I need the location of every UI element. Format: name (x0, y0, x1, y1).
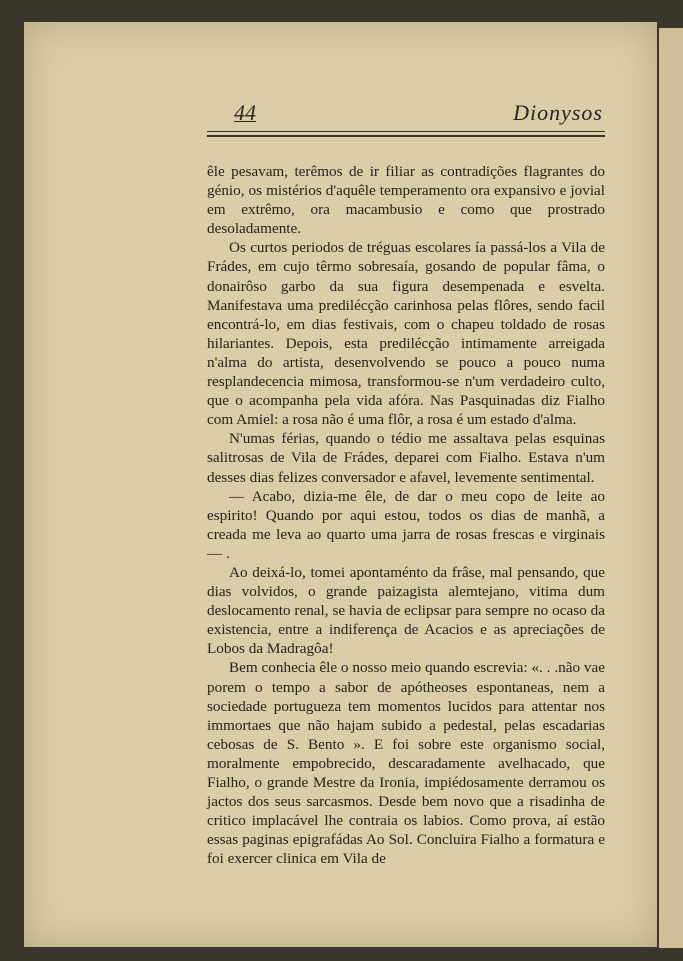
paragraph: êle pesavam, terêmos de ir filiar as contradições flagrantes do génio, os mistérios d'aquêle temperamento ora expansivo e jovial em extrêmo, ora macambusio e como que prostrado desoladamente. (207, 163, 605, 238)
next-page-edge (659, 28, 683, 948)
running-head: Dionysos (513, 100, 603, 125)
paragraph-dialogue: — Acabo, dizia-me êle, de dar o meu copo de leite ao espirito! Quando por aqui estou, todos os dias de manhã, a creada me leva ao quarto uma jarra de rosas frescas e virginais — . (207, 487, 605, 562)
paragraph: Ao deixá-lo, tomei apontaménto da frâse, mal pensando, que dias volvidos, o grande paizagista alemtejano, vitima dum deslocamento renal, se havia de eclipsar para sempre no ocaso da existencia, entre a indiferença de Acacios e as apreciações de Lobos da Madragôa! (207, 563, 605, 658)
header-rule-top (207, 131, 605, 132)
page-number: 44 (234, 100, 256, 125)
paragraph: Os curtos periodos de tréguas escolares ía passá-los a Vila de Frádes, em cujo têrmo sobresaía, gosando de popular fâma, o donairôso garbo da sua figura desempenada e esvelta. Manifestava uma predilécção carinhosa pelas flôres, sendo facil encontrá-lo, em dias festivais, com o chapeu toldado de rosas hilariantes. Depois, esta predilécção intimamente arreigada n'alma do artista, desenvolvendo se pouco a pouco numa resplandecencia mimosa, transformou-se n'um verdadeiro culto, que o acompanha pela vida afóra. Nas Pasquinadas diz Fialho com Amiel: a rosa não é uma flôr, a rosa é um estado d'alma. (207, 239, 605, 429)
body-text (207, 162, 605, 868)
header-rule-bottom (207, 135, 605, 137)
paragraph: Bem conhecia êle o nosso meio quando escrevia: «. . .não vae porem o tempo a sabor de apótheoses espontaneas, nem a sociedade portugueza tem momentos lucidos para attentar nos immortaes que não hajam subido a pedestal, pelas escadarias cebosas de S. Bento ». E foi sobre este organismo social, moralmente empobrecido, descaradamente avelhacado, que Fialho, o grande Mestre da Ironia, impiédosamente derramou os jactos dos seus sarcasmos. Desde bem novo que a risadinha de critico implacável lhe contraia os labios. Como prova, aí estão essas paginas epigrafádas Ao Sol. Concluira Fialho a formatura e foi exercer clinica em Vila de (207, 659, 605, 868)
page-header (207, 100, 605, 128)
paragraph: N'umas férias, quando o tédio me assaltava pelas esquinas salitrosas de Vila de Frádes, deparei com Fialho. Estava n'um desses dias felizes conversador e afavel, levemente sentimental. (207, 430, 605, 486)
